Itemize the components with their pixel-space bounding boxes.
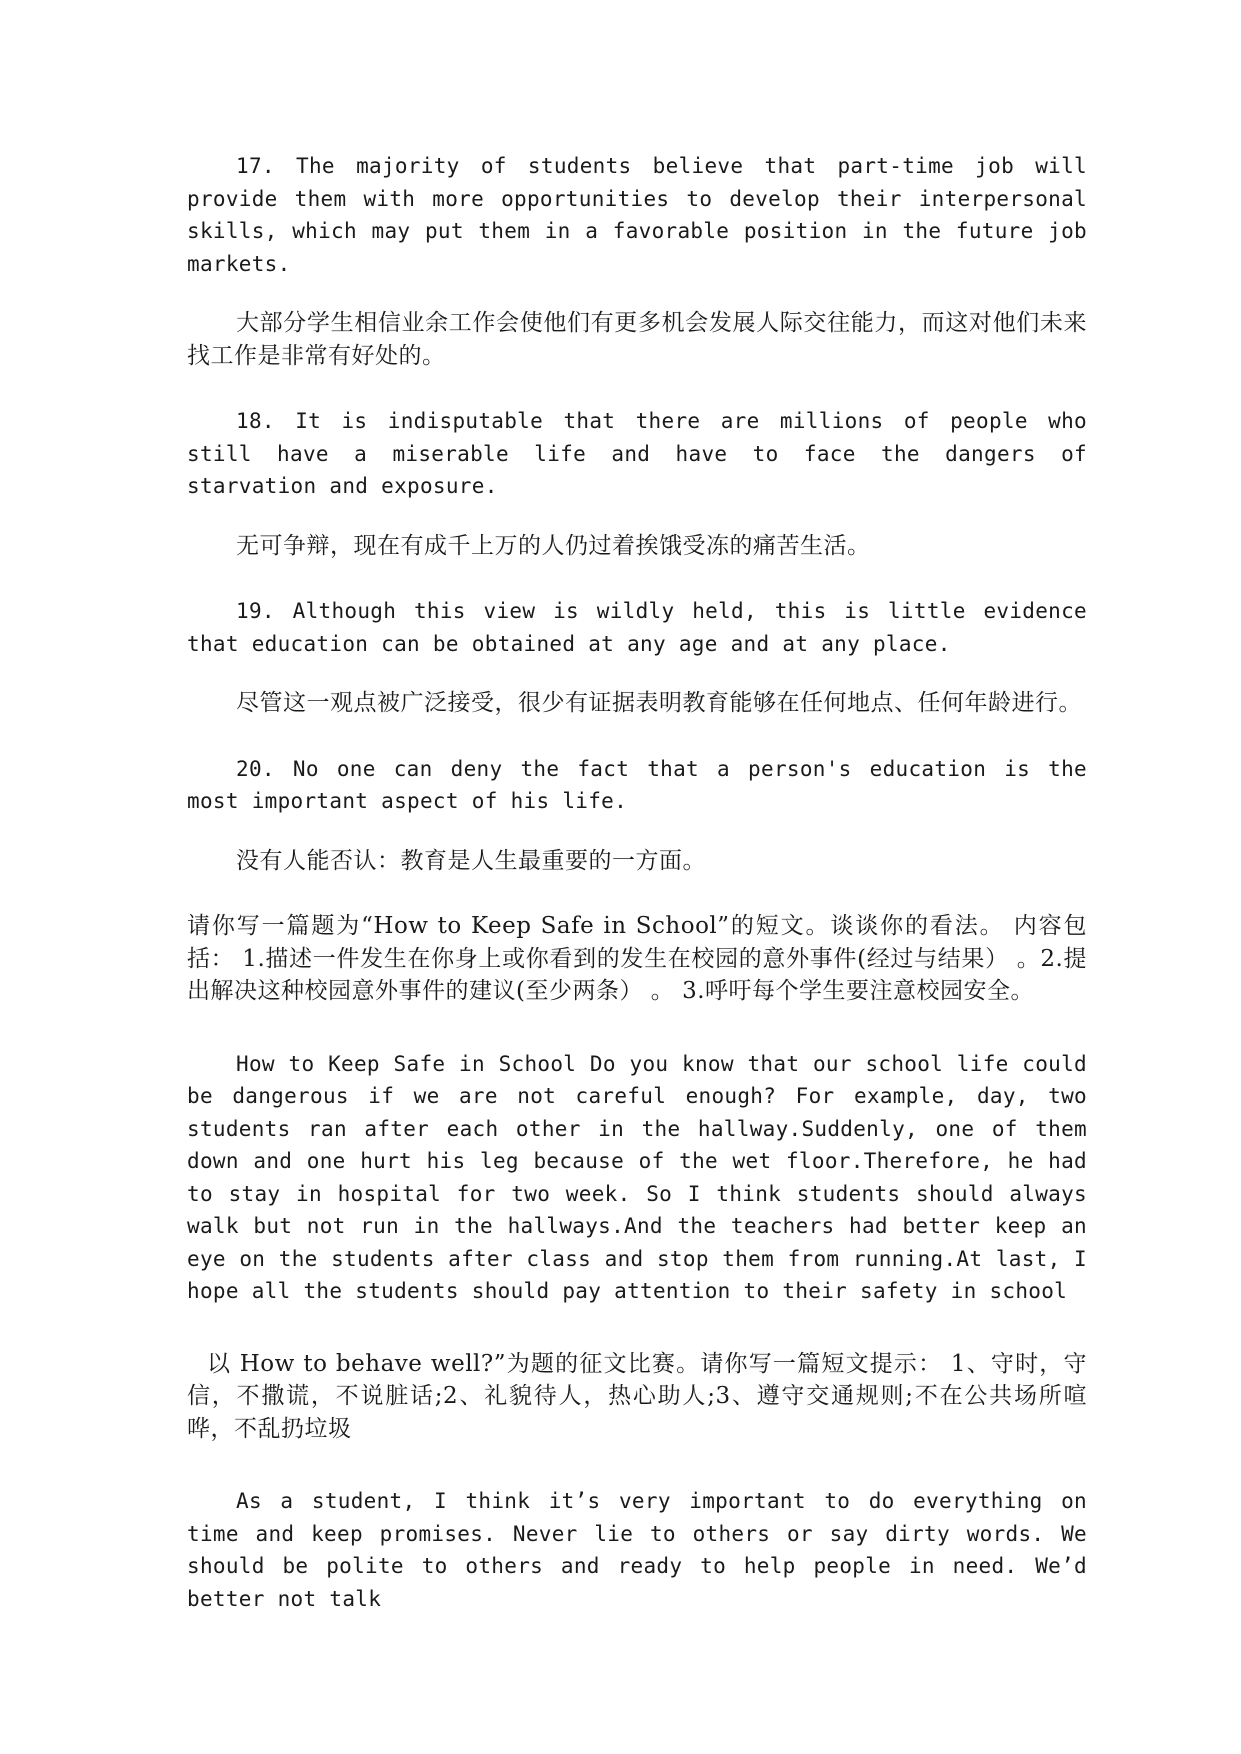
- document-body: [187, 150, 1087, 1615]
- sentence-19-chinese: 尽管这一观点被广泛接受，很少有证据表明教育能够在任何地点、任何年龄进行。: [236, 690, 1082, 716]
- sentence-17-chinese: 大部分学生相信业余工作会使他们有更多机会发展人际交往能力，而这对他们未来找工作是非常有好处的。: [187, 310, 1087, 369]
- writing-task-safety: 请你写一篇题为“How to Keep Safe in School”的短文。谈谈你的看法。 内容包括： 1.描述一件发生在你身上或你看到的发生在校园的意外事件(经过与结果） 。2.提出解决这种校园意外事件的建议(至少两条） 。 3.呼吁每个学生要注意校园安全。: [187, 913, 1087, 1004]
- essay-behave-well: As a student, I think it’s very important to do everything on time and keep promises. Never lie to others or say dirty words. We should be polite to others and ready to help people in need. We’d better not talk: [187, 1489, 1087, 1611]
- essay-keep-safe: How to Keep Safe in School Do you know that our school life could be dangerous if we are not careful enough? For example, day, two students ran after each other in the hallway.Suddenly, one of them down and one hurt his leg because of the wet floor.Therefore, he had to stay in hospital for two week. So I think students should always walk but not run in the hallways.And the teachers had better keep an eye on the students after class and stop them from running.At last, I hope all the students should pay attention to their safety in school: [187, 1051, 1087, 1303]
- sentence-19-english: 19. Although this view is wildly held, this is little evidence that education can be obtained at any age and at any place.: [187, 599, 1087, 656]
- sentence-17-english: 17. The majority of students believe that part-time job will provide them with more opportunities to develop their interpersonal skills, which may put them in a favorable position in the future job markets.: [187, 154, 1087, 276]
- sentence-20-chinese: 没有人能否认：教育是人生最重要的一方面。: [236, 847, 706, 874]
- sentence-18-chinese: 无可争辩，现在有成千上万的人仍过着挨饿受冻的痛苦生活。: [236, 532, 871, 559]
- sentence-18-english: 18. It is indisputable that there are millions of people who still have a miserable life and have to face the dangers of starvation and exposure.: [187, 409, 1087, 498]
- sentence-20-english: 20. No one can deny the fact that a person's education is the most important aspect of his life.: [187, 756, 1087, 813]
- writing-task-behave: 以 How to behave well?”为题的征文比赛。请你写一篇短文提示： 1、守时，守信，不撒谎，不说脏话;2、礼貌待人，热心助人;3、遵守交通规则;不在公共场所喧哗，不乱扔垃圾: [187, 1350, 1087, 1442]
